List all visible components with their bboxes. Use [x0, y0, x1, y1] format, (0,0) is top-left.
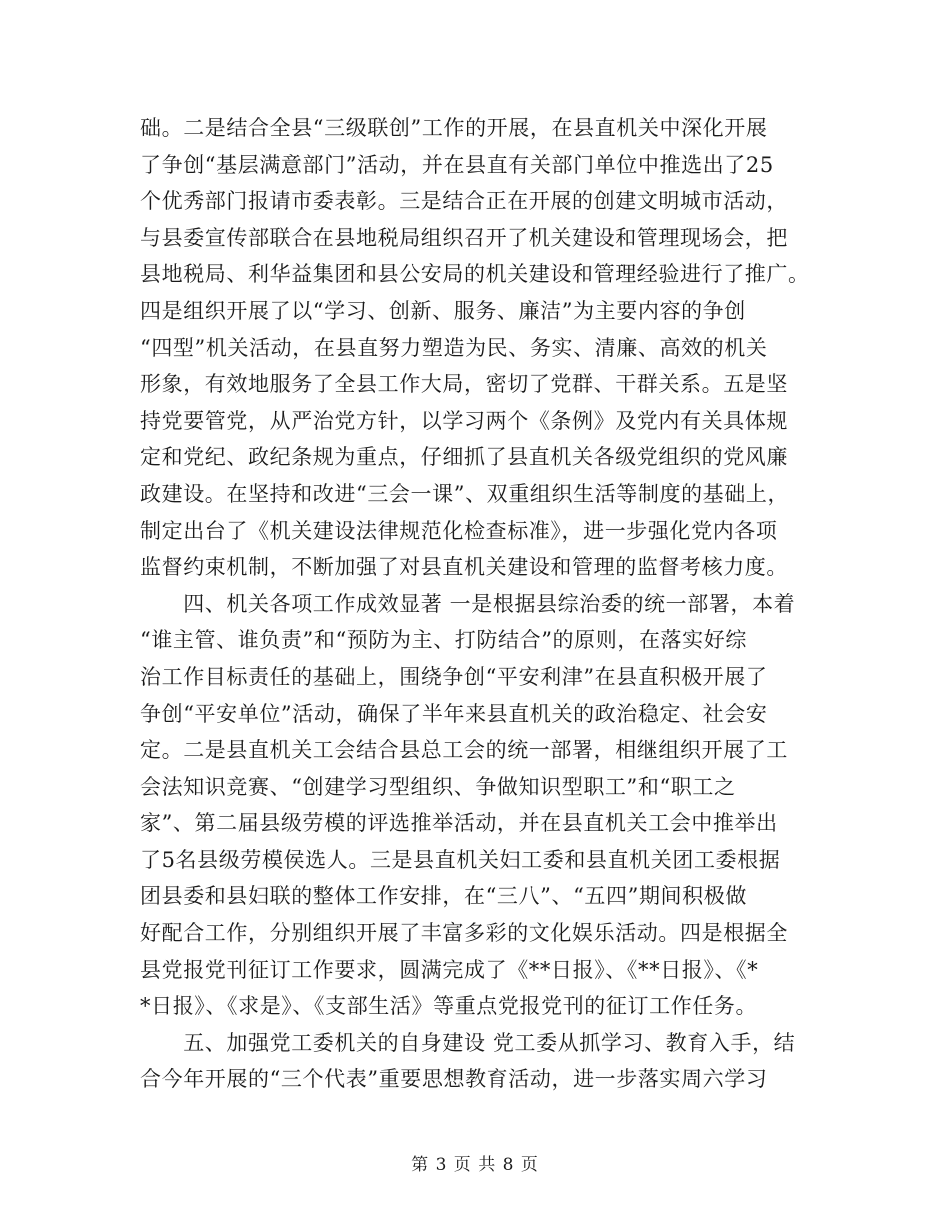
text-line: *日报》、《求是》、《支部生活》等重点党报党刊的征订工作任务。 — [140, 994, 758, 1019]
text-line: 了争创“基层满意部门”活动，并在县直有关部门单位中推选出了25 — [140, 152, 774, 177]
text-line: 治工作目标责任的基础上，围绕争创“平安利津”在县直积极开展了 — [140, 664, 768, 689]
text-line: 县党报党刊征订工作要求，圆满完成了《**日报》、《**日报》、《* — [140, 957, 759, 982]
text-line: “四型”机关活动，在县直努力塑造为民、务实、清廉、高效的机关 — [140, 335, 768, 360]
text-line: 制定出台了《机关建设法律规范化检查标准》，进一步强化党内各项 — [140, 518, 778, 543]
text-line: 定和党纪、政纪条规为重点，仔细抓了县直机关各级党组织的党风廉 — [140, 445, 788, 470]
text-line: 形象，有效地服务了全县工作大局，密切了党群、干群关系。五是坚 — [140, 372, 788, 397]
text-line: 会法知识竞赛、“创建学习型组织、争做知识型职工”和“职工之 — [140, 774, 736, 799]
text-line: 与县委宣传部联合在县地税局组织召开了机关建设和管理现场会，把 — [140, 225, 788, 250]
text-line: “谁主管、谁负责”和“预防为主、打防结合”的原则，在落实好综 — [140, 628, 747, 653]
text-line: 好配合工作，分别组织开展了丰富多彩的文化娱乐活动。四是根据全 — [140, 921, 788, 946]
document-body — [140, 110, 820, 1098]
text-line: 政建设。在坚持和改进“三会一课”、双重组织生活等制度的基础上， — [140, 481, 790, 506]
text-line: 础。二是结合全县“三级联创”工作的开展，在县直机关中深化开展 — [140, 116, 768, 140]
text-line: 定。二是县直机关工会结合县总工会的统一部署，相继组织开展了工 — [140, 738, 788, 763]
paragraph-start-line: 五、加强党工委机关的自身建设 党工委从抓学习、教育入手，结 — [140, 1030, 796, 1055]
text-line: 了5名县级劳模侯选人。三是县直机关妇工委和县直机关团工委根据 — [140, 847, 781, 872]
text-line: 家”、第二届县级劳模的评选推举活动，并在县直机关工会中推举出 — [140, 811, 778, 836]
text-line: 团县委和县妇联的整体工作安排，在“三八”、“五四”期间积极做 — [140, 884, 747, 909]
page-number-footer: 第 3 页 共 8 页 — [411, 1155, 539, 1175]
text-line: 四是组织开展了以“学习、创新、服务、廉洁”为主要内容的争创 — [140, 298, 746, 323]
text-line: 合今年开展的“三个代表”重要思想教育活动，进一步落实周六学习 — [140, 1067, 768, 1092]
text-line: 监督约束机制，不断加强了对县直机关建设和管理的监督考核力度。 — [140, 555, 788, 580]
text-line: 争创“平安单位”活动，确保了半年来县直机关的政治稳定、社会安 — [140, 701, 768, 726]
text-line: 个优秀部门报请市委表彰。三是结合正在开展的创建文明城市活动， — [140, 189, 788, 214]
paragraph-start-line: 四、机关各项工作成效显著 一是根据县综治委的统一部署，本着 — [140, 591, 796, 616]
text-line: 县地税局、利华益集团和县公安局的机关建设和管理经验进行了推广。 — [140, 262, 810, 287]
text-line: 持党要管党，从严治党方针，以学习两个《条例》及党内有关具体规 — [140, 408, 788, 433]
